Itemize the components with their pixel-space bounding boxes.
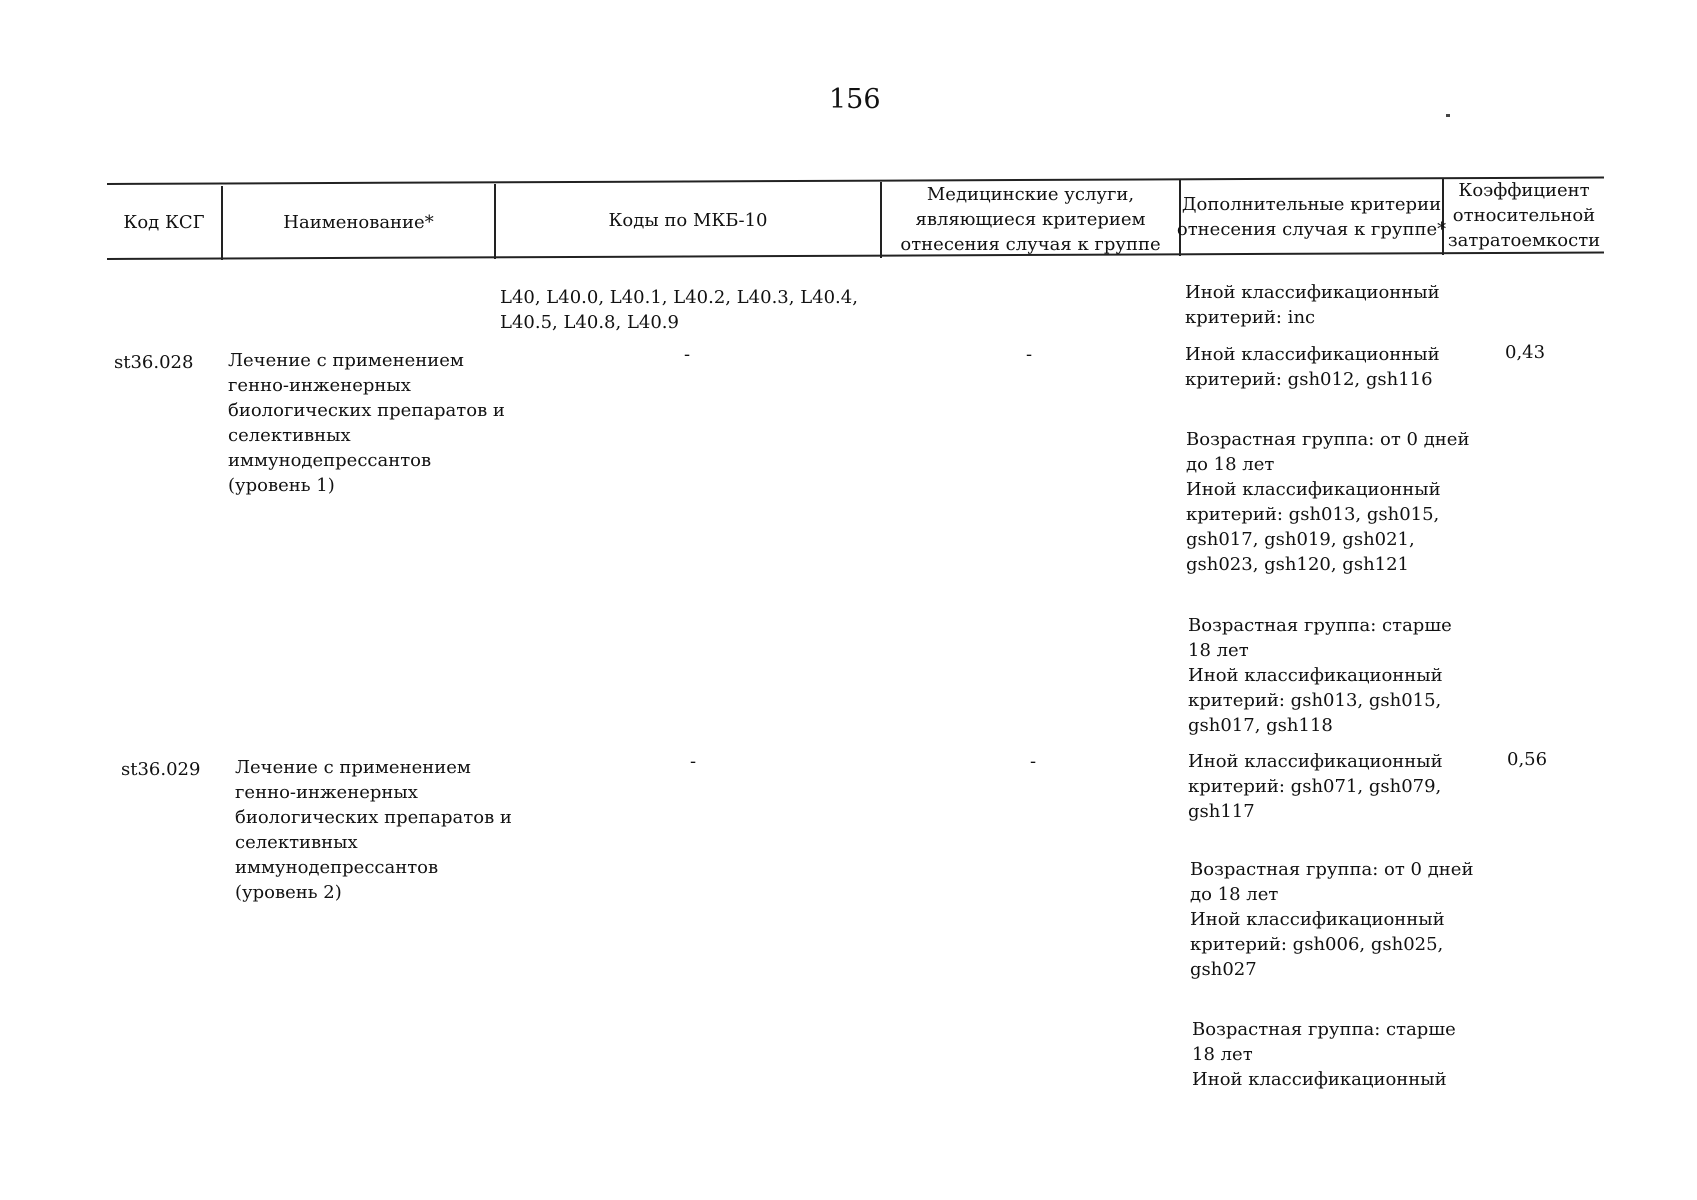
header-code: Код КСГ [123,211,205,233]
row1-name: Лечение с применением генно-инженерных биологических препаратов и селективных иммунодепрессантов (уровень 1) [228,350,505,496]
row2-criteria-3: Возрастная группа: старше 18 лет Иной классификационный [1192,1019,1456,1090]
row1-criteria-2: Возрастная группа: от 0 дней до 18 лет Иной классификационный критерий: gsh013, gsh015, gsh017, gsh019, gsh021, gsh023, gsh120, gsh121 [1186,429,1470,575]
header-icd: Коды по МКБ-10 [608,209,768,231]
header-services: Медицинские услуги, являющиеся критерием отнесения случая к группе [900,183,1161,255]
header-coef: Коэффициент относительной затратоемкости [1447,179,1601,251]
row2-icd-dash: - [690,751,697,772]
row1-icd-dash: - [684,344,691,365]
row2-criteria-1: Иной классификационный критерий: gsh071, gsh079, gsh117 [1188,751,1443,822]
row1-coefficient: 0,43 [1505,342,1546,363]
row2-coefficient: 0,56 [1507,749,1548,770]
row2-criteria-2: Возрастная группа: от 0 дней до 18 лет Иной классификационный критерий: gsh006, gsh025, gsh027 [1190,859,1474,980]
row1-criteria-1: Иной классификационный критерий: gsh012, gsh116 [1185,344,1440,390]
scan-speck [1446,114,1450,117]
header-criteria: Дополнительные критерии отнесения случая к группе* [1176,194,1447,240]
header-name: Наименование* [283,211,434,233]
row2-code: st36.029 [121,759,201,780]
page-number: 156 [829,84,881,115]
prev-icd-codes: L40, L40.0, L40.1, L40.2, L40.3, L40.4, L40.5, L40.8, L40.9 [500,287,858,333]
row1-code: st36.028 [114,352,194,373]
row1-criteria-3: Возрастная группа: старше 18 лет Иной классификационный критерий: gsh013, gsh015, gsh017, gsh118 [1188,615,1452,736]
row1-services-dash: - [1026,344,1033,365]
row2-name: Лечение с применением генно-инженерных биологических препаратов и селективных иммунодепрессантов (уровень 2) [235,757,512,903]
prev-criteria: Иной классификационный критерий: inc [1185,282,1440,328]
row2-services-dash: - [1030,751,1037,772]
